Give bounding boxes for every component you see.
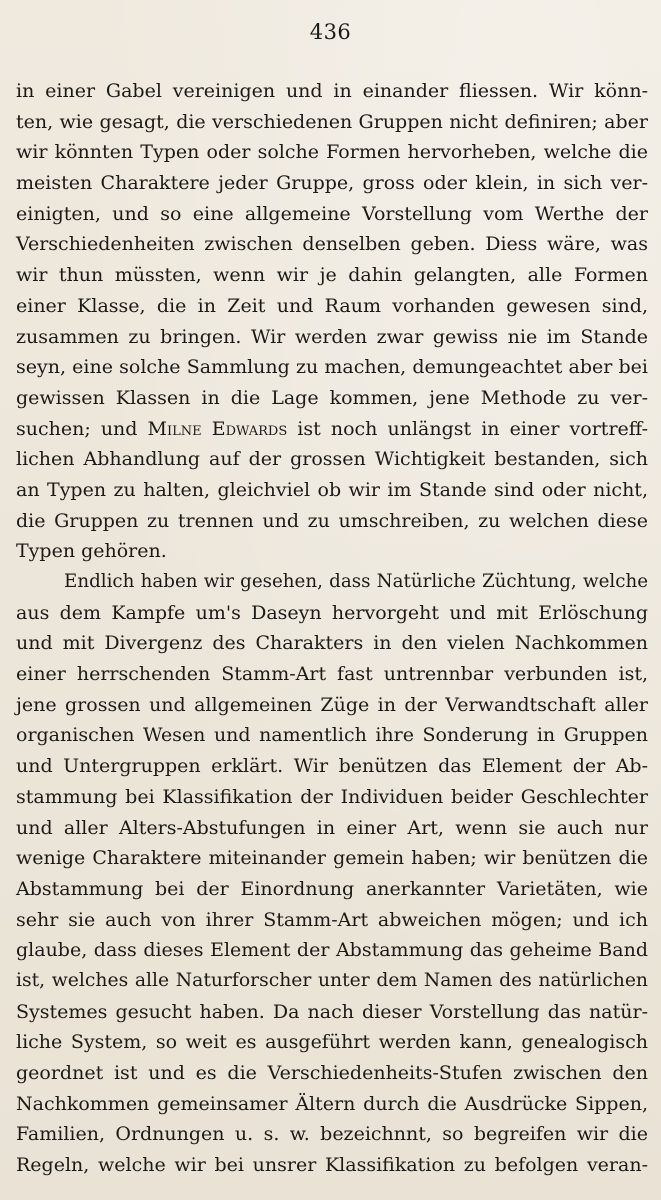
text-line: ist, welches alle Naturforscher unter dem Namen des natürlichen (16, 969, 648, 991)
text-line: Familien, Ordnungen u. s. w. bezeichnnt, so begreifen wir die (16, 1123, 648, 1146)
text-line: die Gruppen zu trennen und zu umschreiben, zu welchen diese (16, 509, 648, 532)
text-line: gewissen Klassen in die Lage kommen, jene Methode zu ver- (16, 386, 648, 409)
text-line: meisten Charaktere jeder Gruppe, gross oder klein, in sich ver- (16, 172, 648, 195)
paragraph-1 (16, 76, 648, 567)
text-line: und aller Alters-Abstufungen in einer Art, wenn sie auch nur (16, 816, 648, 839)
text-line: in einer Gabel vereinigen und in einander fliessen. Wir könn- (16, 80, 648, 102)
text-line: seyn, eine solche Sammlung zu machen, demungeachtet aber bei (16, 356, 648, 379)
text-line: glaube, dass dieses Element der Abstammung das geheime Band (16, 939, 648, 962)
text-line: zusammen zu bringen. Wir werden zwar gewiss nie im Stande (16, 325, 648, 348)
text-line: ten, wie gesagt, die verschiedenen Gruppen nicht definiren; aber (16, 110, 648, 133)
text-line: Regeln, welche wir bei unsrer Klassifikation zu befolgen veran- (16, 1154, 648, 1177)
text-line: Endlich haben wir gesehen, dass Natürliche Züchtung, welche (64, 571, 648, 592)
page-number: 436 (309, 20, 352, 44)
text-line: und mit Divergenz des Charakters in den vielen Nachkommen (16, 632, 648, 655)
text-line: jene grossen und allgemeinen Züge in der Verwandtschaft aller (16, 693, 648, 716)
text-line: und Untergruppen erklärt. Wir benützen das Element der Ab- (16, 755, 648, 778)
text-line: einer herrschenden Stamm-Art fast untrennbar verbunden ist, (16, 663, 648, 686)
text-line: geordnet ist und es die Verschiedenheits-Stufen zwischen den (16, 1062, 648, 1084)
text-line: an Typen zu halten, gleichviel ob wir im Stande sind oder nicht, (16, 478, 648, 501)
text-line: wir könnten Typen oder solche Formen hervorheben, welche die (16, 141, 648, 164)
text-line: aus dem Kampfe um's Daseyn hervorgeht und mit Erlöschung (16, 601, 648, 624)
text-line: einigten, und so eine allgemeine Vorstellung vom Werthe der (16, 202, 648, 225)
text-line: wir thun müssten, wenn wir je dahin gelangten, alle Formen (16, 264, 648, 287)
text-line: wenige Charaktere miteinander gemein haben; wir benützen die (16, 847, 648, 870)
text-segment: ist noch unlängst in einer vortreff- (287, 417, 649, 440)
text-line: organischen Wesen und namentlich ihre Sonderung in Gruppen (16, 724, 648, 747)
text-line: Typen gehören. (16, 540, 167, 563)
text-line: Abstammung bei der Einordnung anerkannter Varietäten, wie (16, 877, 648, 900)
text-line: liche System, so weit es ausgeführt werden kann, genealogisch (16, 1031, 648, 1054)
author-name: Milne Edwards (147, 417, 288, 440)
text-line: lichen Abhandlung auf der grossen Wichtigkeit bestanden, sich (16, 448, 648, 471)
text-line: sehr sie auch von ihrer Stamm-Art abweichen mögen; und ich (16, 908, 648, 931)
paragraph-2 (16, 567, 648, 1181)
text-line: Verschiedenheiten zwischen denselben geben. Diess wäre, was (16, 233, 648, 256)
text-line: Nachkommen gemeinsamer Ältern durch die Ausdrücke Sippen, (16, 1092, 648, 1115)
body-text (16, 76, 648, 1181)
text-line: Systemes gesucht haben. Da nach dieser Vorstellung das natür- (16, 1000, 648, 1023)
text-segment: suchen; und (16, 417, 148, 440)
text-line (16, 414, 648, 445)
text-line: einer Klasse, die in Zeit und Raum vorhanden gewesen sind, (16, 294, 648, 317)
text-line: stammung bei Klassifikation der Individuen beider Geschlechter (16, 785, 648, 808)
